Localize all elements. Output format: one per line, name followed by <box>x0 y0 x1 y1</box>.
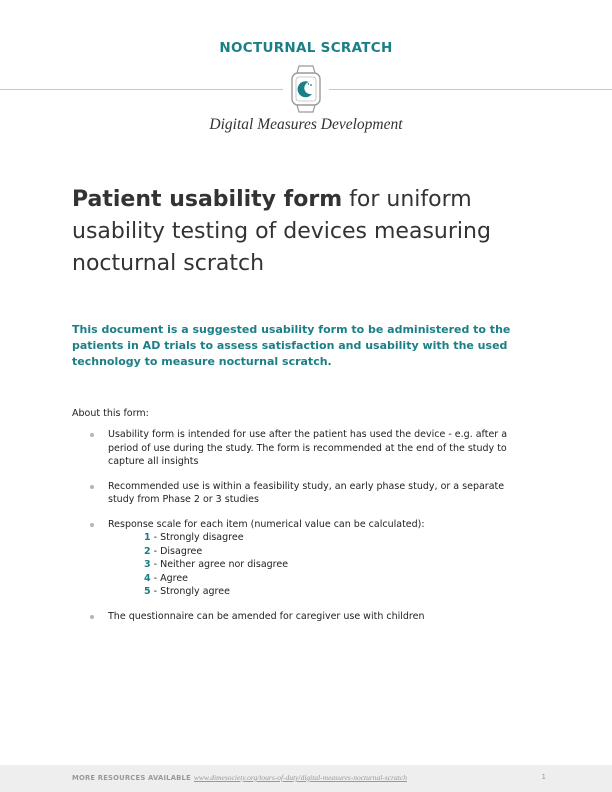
smartwatch-moon-icon <box>283 64 329 114</box>
scale-label: - Strongly agree <box>150 586 230 597</box>
scale-number: 1 <box>144 532 151 543</box>
bullet-icon <box>90 433 94 437</box>
subtitle: Digital Measures Development <box>209 116 403 133</box>
scale-label: - Strongly disagree <box>150 532 244 543</box>
scale-number: 5 <box>144 586 151 597</box>
list-item-text: Response scale for each item (numerical value can be calculated): <box>108 518 425 530</box>
page-title-bold: Patient usability form <box>72 187 343 212</box>
scale-label: - Disagree <box>150 545 203 557</box>
list-item <box>88 428 528 469</box>
response-scale <box>108 531 528 599</box>
header-rule-right <box>329 89 612 90</box>
scale-number: 2 <box>144 545 151 557</box>
scale-item <box>144 531 528 545</box>
bullet-icon <box>90 485 94 489</box>
scale-label: - Neither agree nor disagree <box>150 559 289 570</box>
page-number: 1 <box>541 773 546 781</box>
list-item-text: Recommended use is within a feasibility study, an early phase study, or a separate study from Phase 2 or 3 studies <box>108 480 505 505</box>
scale-number: 4 <box>144 572 151 584</box>
scale-item <box>144 585 528 599</box>
footer-bar <box>0 765 612 792</box>
bullet-icon <box>90 615 94 619</box>
scale-number: 3 <box>144 559 151 570</box>
page-title-rest: for uniform usability testing of devices measuring nocturnal scratch <box>72 187 491 276</box>
list-item <box>88 610 528 624</box>
footer-text <box>72 773 407 782</box>
page-title <box>72 184 542 280</box>
footer-label: MORE RESOURCES AVAILABLE <box>72 774 191 782</box>
about-list <box>88 428 528 634</box>
list-item-text: The questionnaire can be amended for caregiver use with children <box>108 610 425 622</box>
brand-title: NOCTURNAL SCRATCH <box>219 40 393 56</box>
header-rule-left <box>0 89 283 90</box>
scale-item <box>144 558 528 572</box>
scale-item <box>144 545 528 559</box>
scale-label: - Agree <box>150 572 189 584</box>
intro-paragraph: This document is a suggested usability form to be administered to the patients in AD trials to assess satisfaction and usability with the used technology to measure nocturnal scratch. <box>72 323 511 368</box>
list-item <box>88 518 528 599</box>
bullet-icon <box>90 523 94 527</box>
list-item <box>88 480 528 507</box>
footer-link[interactable]: www.dimesociety.org/tours-of-duty/digital-measures-nocturnal-scratch <box>193 773 407 782</box>
about-label: About this form: <box>72 408 149 419</box>
scale-item <box>144 572 528 586</box>
list-item-text: Usability form is intended for use after the patient has used the device - e.g. after a period of use during the study. The form is recommended at the end of the study to capture all insights <box>108 429 508 467</box>
